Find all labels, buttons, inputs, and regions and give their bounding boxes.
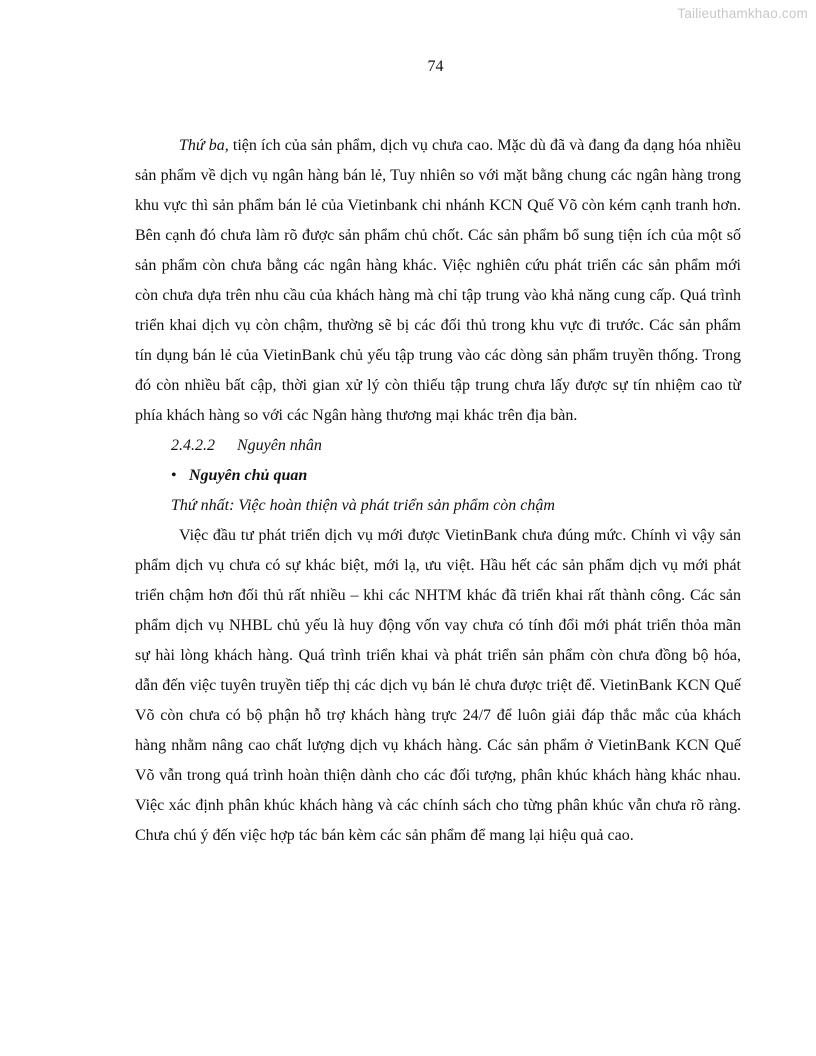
section-heading xyxy=(135,431,741,461)
bullet-item xyxy=(135,461,741,491)
watermark: Tailieuthamkhao.com xyxy=(677,6,808,21)
bullet-icon: • xyxy=(171,467,177,484)
body-text xyxy=(135,131,741,851)
section-title: Nguyên nhân xyxy=(237,437,322,454)
section-number: 2.4.2.2 xyxy=(171,437,215,454)
paragraph-lead: Thứ ba, xyxy=(179,137,229,154)
bullet-text: Nguyên chủ quan xyxy=(189,467,308,484)
paragraph-text: tiện ích của sản phẩm, dịch vụ chưa cao. Mặc dù đã và đang đa dạng hóa nhiều sản phẩm về dịch vụ ngân hàng bán lẻ, Tuy nhiên so với mặt bằng chung các ngân hàng trong khu vực thì sản phẩm bán lẻ của Vietinbank chi nhánh KCN Quế Võ còn kém cạnh tranh hơn. Bên cạnh đó chưa làm rõ được sản phẩm chủ chốt. Các sản phẩm bổ sung tiện ích của một số sản phẩm còn chưa bằng các ngân hàng khác. Việc nghiên cứu phát triển các sản phẩm mới còn chưa dựa trên nhu cầu của khách hàng mà chỉ tập trung vào khả năng cung cấp. Quá trình triển khai dịch vụ còn chậm, thường sẽ bị các đối thủ trong khu vực đi trước. Các sản phẩm tín dụng bán lẻ của VietinBank chủ yếu tập trung vào các dòng sản phẩm truyền thống. Trong đó còn nhiều bất cập, thời gian xử lý còn thiếu tập trung chưa lấy được sự tín nhiệm cao từ phía khách hàng so với các Ngân hàng thương mại khác trên địa bàn. xyxy=(135,137,742,424)
paragraph-dau-tu: Việc đầu tư phát triển dịch vụ mới được VietinBank chưa đúng mức. Chính vì vậy sản phẩm dịch vụ chưa có sự khác biệt, mới lạ, ưu việt. Hầu hết các sản phẩm dịch vụ mới phát triển chậm hơn đối thủ rất nhiều – khi các NHTM khác đã triển khai rất thành công. Các sản phẩm dịch vụ NHBL chủ yếu là huy động vốn vay chưa có tính đổi mới phát triển thỏa mãn sự hài lòng khách hàng. Quá trình triển khai và phát triển sản phẩm còn chưa đồng bộ hóa, dẫn đến việc tuyên truyền tiếp thị các dịch vụ bán lẻ chưa được triệt để. VietinBank KCN Quế Võ còn chưa có bộ phận hỗ trợ khách hàng trực 24/7 để luôn giải đáp thắc mắc của khách hàng nhằm nâng cao chất lượng dịch vụ khách hàng. Các sản phẩm ở VietinBank KCN Quế Võ vẫn trong quá trình hoàn thiện dành cho các đối tượng, phân khúc khách hàng khác nhau. Việc xác định phân khúc khách hàng và các chính sách cho từng phân khúc vẫn chưa rõ ràng. Chưa chú ý đến việc hợp tác bán kèm các sản phẩm để mang lại hiệu quả cao. xyxy=(135,527,741,844)
paragraph-thu-ba xyxy=(135,131,741,431)
subheading: Thứ nhất: Việc hoàn thiện và phát triển sản phẩm còn chậm xyxy=(171,497,555,514)
page-number: 74 xyxy=(427,58,444,75)
